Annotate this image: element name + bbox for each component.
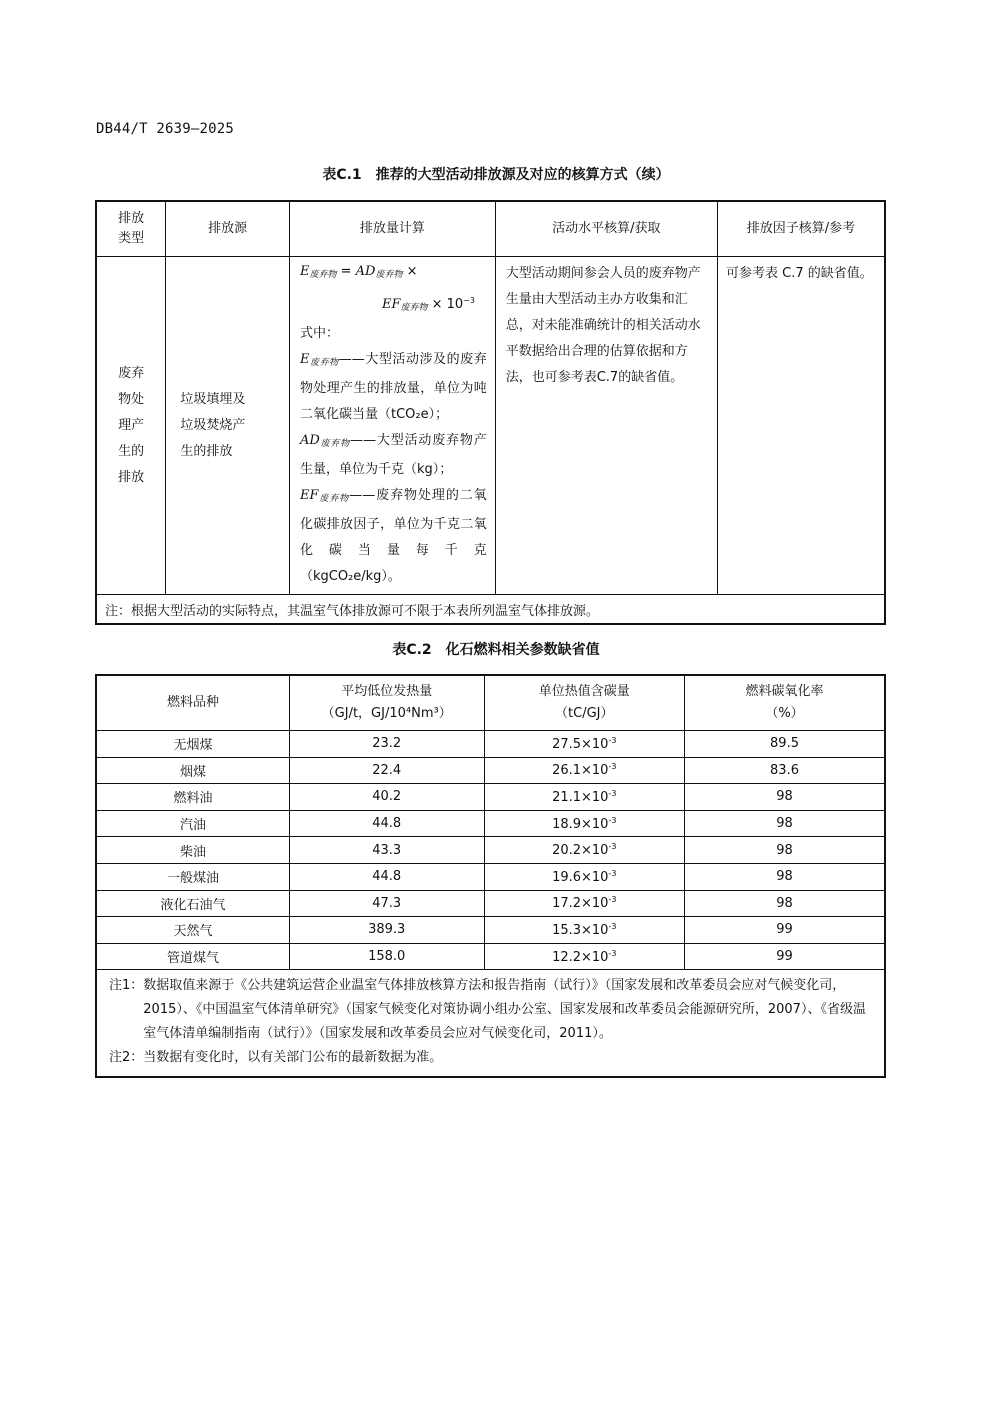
cell-fuel — [96, 890, 289, 917]
cell-carbon — [484, 863, 685, 890]
cell-carbon — [484, 757, 685, 784]
cell-fuel — [96, 863, 289, 890]
def-ad-symbol: AD — [299, 433, 320, 448]
col-header-fuel — [96, 675, 289, 731]
formula-def-ad — [300, 428, 487, 483]
col-header-carbon-label: 单位热值含碳量 — [538, 684, 630, 699]
document-code: DB44/T 2639—2025 — [96, 121, 235, 137]
cell-fuel — [96, 917, 289, 944]
carbon-exponent: -3 — [608, 735, 617, 745]
table-c2-body — [96, 731, 885, 970]
cell-oxidation-value: 98 — [776, 895, 793, 911]
def-ef-symbol: EF — [299, 488, 319, 503]
cell-ncv — [289, 731, 484, 758]
table-c2-title: 表C.2 化石燃料相关参数缺省值 — [392, 642, 600, 658]
table-c1-title: 表C.1 推荐的大型活动排放源及对应的核算方式（续） — [322, 167, 670, 183]
cell-ncv-value: 23.2 — [372, 736, 402, 752]
table-c1-note-row — [96, 595, 885, 625]
formula-line-2 — [300, 288, 487, 321]
cell-fuel-value: 液化石油气 — [160, 897, 226, 913]
cell-oxidation-value: 98 — [776, 869, 793, 885]
cell-carbon — [484, 890, 685, 917]
col-header-emission-source: 排放源 — [166, 201, 290, 257]
cell-carbon — [484, 731, 685, 758]
table-row — [96, 784, 885, 811]
formula-e-symbol: E — [299, 264, 310, 279]
formula-def-e — [300, 347, 487, 428]
cell-fuel — [96, 837, 289, 864]
cell-oxidation-value: 99 — [776, 922, 793, 938]
cell-fuel-value: 柴油 — [179, 844, 206, 860]
table-c2-notes — [96, 970, 885, 1078]
carbon-exponent: -3 — [608, 895, 617, 905]
carbon-exponent: -3 — [608, 762, 617, 772]
cell-oxidation-value: 98 — [776, 816, 793, 832]
cell-carbon — [484, 837, 685, 864]
cell-carbon-value: 12.2×10 — [552, 949, 609, 965]
table-row — [96, 837, 885, 864]
cell-activity-level — [495, 257, 717, 595]
col-header-oxidation-label: 燃料碳氧化率 — [745, 684, 824, 699]
cell-ncv-value: 44.8 — [372, 869, 402, 885]
table-c1-note: 注：根据大型活动的实际特点，其温室气体排放源可不限于本表所列温室气体排放源。 — [96, 595, 885, 625]
cell-carbon-value: 27.5×10 — [552, 736, 609, 752]
cell-carbon-value: 19.6×10 — [552, 869, 609, 885]
cell-ncv — [289, 757, 484, 784]
cell-ncv-value: 158.0 — [368, 949, 406, 965]
col-header-fuel-label: 燃料品种 — [166, 695, 219, 710]
cell-emission-type — [96, 257, 166, 595]
cell-oxidation — [685, 784, 885, 811]
cell-carbon-value: 21.1×10 — [552, 789, 609, 805]
cell-fuel — [96, 757, 289, 784]
table-c2 — [95, 674, 886, 1078]
note-text: 数据取值来源于《公共建筑运营企业温室气体排放核算方法和报告指南（试行）》（国家发展和改革委员会应对气候变化司，2015）、《中国温室气体清单研究》（国家气候变化对策协调小组办公室、国家发展和改革委员会能源研究所，2007）、《省级温室气体清单编制指南（试行）》（国家发展和改革委员会应对气候变化司，2011）。 — [143, 978, 866, 1042]
note-item — [109, 1046, 874, 1070]
cell-oxidation-value: 98 — [776, 842, 793, 858]
cell-ncv — [289, 837, 484, 864]
table-row — [96, 810, 885, 837]
cell-emission-factor — [717, 257, 885, 595]
note-label: 注2： — [109, 1050, 144, 1066]
col-header-oxidation — [685, 675, 885, 731]
carbon-exponent: -3 — [608, 921, 617, 931]
table-row — [96, 731, 885, 758]
carbon-exponent: -3 — [608, 948, 617, 958]
cell-ncv — [289, 917, 484, 944]
def-ef-text: ——废弃物处理的二氧化碳排放因子，单位为千克二氧化碳当量每千克（kgCO₂e/kg）。 — [299, 488, 487, 584]
cell-ncv — [289, 810, 484, 837]
table-row — [96, 890, 885, 917]
table-row — [96, 917, 885, 944]
cell-oxidation — [685, 731, 885, 758]
formula-equals: = — [336, 264, 356, 279]
cell-carbon — [484, 917, 685, 944]
cell-ncv-value: 389.3 — [368, 922, 406, 938]
cell-carbon-value: 26.1×10 — [552, 763, 609, 779]
carbon-exponent: -3 — [608, 788, 617, 798]
def-ad-subscript: 废弃物 — [319, 439, 351, 449]
col-header-emission-factor: 排放因子核算/参考 — [717, 201, 885, 257]
cell-fuel — [96, 810, 289, 837]
table-c1 — [95, 200, 886, 625]
cell-fuel-value: 燃料油 — [173, 791, 213, 807]
cell-carbon — [484, 784, 685, 811]
table-row — [96, 943, 885, 970]
cell-carbon-value: 17.2×10 — [552, 896, 609, 912]
cell-carbon-value: 20.2×10 — [552, 843, 609, 859]
cell-ncv-value: 47.3 — [372, 895, 402, 911]
formula-ad-symbol: AD — [355, 264, 376, 279]
emission-factor-text: 可参考表 C.7 的缺省值。 — [725, 266, 873, 281]
cell-oxidation-value: 89.5 — [770, 736, 799, 752]
col-header-ncv — [289, 675, 484, 731]
note-text: 当数据有变化时，以有关部门公布的最新数据为准。 — [143, 1050, 443, 1066]
formula-exponent: −3 — [463, 296, 475, 305]
cell-oxidation-value: 99 — [776, 949, 793, 965]
cell-fuel — [96, 943, 289, 970]
table-c1-row-waste — [96, 257, 885, 595]
cell-carbon-value: 15.3×10 — [552, 922, 609, 938]
cell-oxidation — [685, 943, 885, 970]
def-ad-text: ——大型活动废弃物产生量，单位为千克（kg）； — [299, 433, 487, 477]
cell-fuel-value: 天然气 — [173, 924, 213, 940]
formula-def-ef — [300, 483, 487, 590]
col-header-activity-level: 活动水平核算/获取 — [495, 201, 717, 257]
activity-level-text: 大型活动期间参会人员的废弃物产生量由大型活动主办方收集和汇总，对未能准确统计的相关活动水平数据给出合理的估算依据和方法，也可参考表C.7的缺省值。 — [505, 266, 701, 385]
note-label: 注1： — [109, 978, 144, 994]
def-e-text: ——大型活动涉及的废弃物处理产生的排放量，单位为吨二氧化碳当量（tCO₂e）； — [299, 352, 487, 422]
cell-ncv — [289, 943, 484, 970]
carbon-exponent: -3 — [608, 815, 617, 825]
formula-e-subscript: 废弃物 — [309, 270, 337, 280]
formula-where-label: 式中： — [299, 326, 339, 341]
cell-ncv-value: 43.3 — [372, 842, 402, 858]
cell-oxidation — [685, 890, 885, 917]
table-row — [96, 863, 885, 890]
table-row — [96, 757, 885, 784]
cell-oxidation-value: 83.6 — [770, 762, 799, 778]
cell-oxidation — [685, 863, 885, 890]
cell-ncv-value: 22.4 — [372, 762, 402, 778]
formula-times: × — [402, 264, 418, 279]
formula-ef-subscript: 废弃物 — [400, 303, 428, 313]
carbon-exponent: -3 — [608, 842, 617, 852]
table-c1-header-row — [96, 201, 885, 257]
col-header-emission-type-label: 排放 类型 — [118, 211, 145, 246]
cell-carbon-value: 18.9×10 — [552, 816, 609, 832]
col-header-emission-calc: 排放量计算 — [289, 201, 495, 257]
cell-formula — [289, 257, 495, 595]
note-item — [109, 974, 874, 1046]
col-header-ncv-unit: （GJ/t，GJ/10⁴Nm³） — [321, 706, 452, 721]
formula-ef-symbol: EF — [381, 297, 401, 312]
formula-ad-subscript: 废弃物 — [375, 270, 403, 280]
formula-line-1 — [300, 259, 487, 288]
cell-fuel-value: 烟煤 — [179, 764, 206, 780]
def-e-symbol: E — [299, 352, 310, 367]
formula-tail: × 10 — [427, 297, 464, 312]
table-c2-header-row — [96, 675, 885, 731]
cell-fuel — [96, 784, 289, 811]
cell-fuel-value: 一般煤油 — [166, 871, 219, 887]
table-c2-notes-row — [96, 970, 885, 1078]
col-header-ncv-label: 平均低位发热量 — [341, 684, 433, 699]
cell-ncv-value: 40.2 — [372, 789, 402, 805]
cell-oxidation-value: 98 — [776, 789, 793, 805]
def-e-subscript: 废弃物 — [309, 358, 339, 368]
cell-oxidation — [685, 837, 885, 864]
col-header-emission-type — [96, 201, 166, 257]
cell-fuel-value: 汽油 — [179, 818, 206, 834]
cell-oxidation — [685, 757, 885, 784]
def-ef-subscript: 废弃物 — [318, 494, 350, 504]
cell-fuel — [96, 731, 289, 758]
col-header-carbon-unit: （tC/GJ） — [555, 706, 614, 721]
cell-oxidation — [685, 810, 885, 837]
cell-carbon — [484, 943, 685, 970]
cell-oxidation — [685, 917, 885, 944]
emission-source-text: 垃圾填埋及 垃圾焚烧产 生的排放 — [180, 391, 246, 459]
col-header-oxidation-unit: （%） — [765, 706, 804, 721]
col-header-carbon — [484, 675, 685, 731]
cell-ncv-value: 44.8 — [372, 816, 402, 832]
cell-emission-source — [166, 257, 290, 595]
cell-ncv — [289, 890, 484, 917]
cell-ncv — [289, 784, 484, 811]
cell-ncv — [289, 863, 484, 890]
cell-fuel-value: 管道煤气 — [166, 951, 219, 967]
cell-fuel-value: 无烟煤 — [173, 738, 213, 754]
emission-type-text: 废弃 物处 理产 生的 排放 — [118, 365, 145, 485]
cell-carbon — [484, 810, 685, 837]
carbon-exponent: -3 — [608, 868, 617, 878]
